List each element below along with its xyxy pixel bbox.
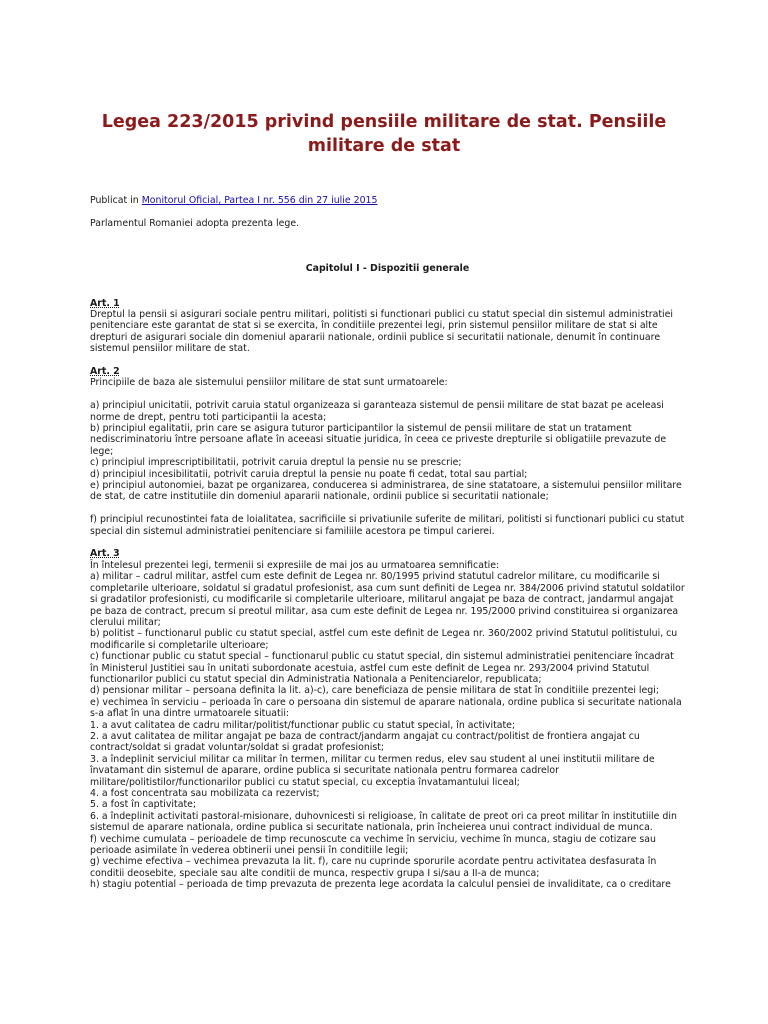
art2-intro: Principiile de baza ale sistemului pensiilor militare de stat sunt urmatoarele: (90, 377, 448, 389)
art3-line: 5. a fost în captivitate; (90, 799, 197, 811)
art3-line: 2. a avut calitatea de militar angajat pe baza de contract/jandarm angajat cu contract/politist de frontiera angajat cu contract/soldat si gradat voluntar/soldat si gradat profesionist; (90, 730, 640, 754)
art3-line: e) vechimea în serviciu – perioada în care o persoana din sistemul de aparare nationala, ordine publica si securitate nationala s-a aflat în una dintre urmatoarele situatii: (90, 696, 682, 720)
art3-heading: Art. 3 (90, 548, 120, 560)
art3-line: f) vechime cumulata – perioadele de timp recunoscute ca vechime în serviciu, vechime în munca, stagiu de cotizare sau perioade asimilate în vederea obtinerii unei pensii în conditiile legii; (90, 833, 656, 857)
art2-item-f: f) principiul recunostintei fata de loialitatea, sacrificiile si privatiunile suferite de militari, politisti si functionari publici cu statut special din sistemul administratiei penitenciare si familiile acestora pe timpul carierei. (90, 514, 685, 537)
published-prefix: Publicat in (90, 195, 142, 206)
art3-line: a) militar – cadrul militar, astfel cum este definit de Legea nr. 80/1995 privind statutul cadrelor militare, cu modificarile si completarile ulterioare, soldatul si gradatul profesionist, asa cum sunt definiti de Legea nr. 384/2006 privind statutul soldatilor si gradatilor profesionisti, cu modificarile si completarile ulterioare, militarul angajat pe baza de contract, jandarmul angajat pe baza de contract, precum si preotul militar, asa cum este definit de Legea nr. 195/2000 privind constituirea si organizarea clerului militar; (90, 571, 685, 628)
art2-item-a: a) principiul unicitatii, potrivit caruia statul organizeaza si garanteaza sistemul de pensii militare de stat bazat pe aceleasi norme de drept, pentru toti participantii la acesta; (90, 400, 664, 423)
art2-item-b: b) principiul egalitatii, prin care se asigura tuturor participantilor la sistemul de pensii militare de stat un tratament nediscriminatoriu între persoane aflate în aceeasi situatie juridica, în ceea ce priveste drepturile si obligatiile prevazute de lege; (90, 423, 667, 457)
published-line (90, 195, 685, 206)
document-body (90, 195, 685, 891)
art2-item-c: c) principiul imprescriptibilitatii, potrivit caruia dreptul la pensie nu se prescrie; (90, 457, 462, 469)
art3-line: 4. a fost concentrata sau mobilizata ca rezervist; (90, 788, 320, 800)
monitorul-oficial-link[interactable]: Monitorul Oficial, Partea I nr. 556 din 27 iulie 2015 (141, 195, 378, 206)
art1-heading: Art. 1 (90, 297, 120, 309)
art3-line: c) functionar public cu statut special – functionarul public cu statut special, din sistemul administratiei penitenciare încadrat în Ministerul Justitiei sau în unitati subordonate acestuia, astfel cum este definit de Legea nr. 293/2004 privind Statutul functionarilor publici cu statut special din Administratia Nationala a Penitenciarelor, republicata; (90, 651, 674, 685)
art3-line: g) vechime efectiva – vechimea prevazuta la lit. f), care nu cuprinde sporurile acordate pentru activitatea desfasurata în conditii deosebite, speciale sau alte conditii de munca, respectiv grupa I si/sau a II-a de munca; (90, 856, 657, 879)
parliament-line: Parlamentul Romaniei adopta prezenta lege. (90, 217, 300, 229)
art1-text: Dreptul la pensii si asigurari sociale pentru militari, politisti si functionari publici cu statut special din sistemul administratiei penitenciare este garantat de stat si se exercita, în conditiile prezentei legi, prin sistemul pensiilor militare de stat si alte drepturi de asigurari sociale din domeniul apararii nationale, ordinii publice si securitatii nationale, denumit în continuare sistemul pensiilor militare de stat. (90, 309, 674, 355)
art2-item-d: d) principiul incesibilitatii, potrivit caruia dreptul la pensie nu poate fi cedat, total sau partial; (90, 468, 528, 480)
art3-line: b) politist – functionarul public cu statut special, astfel cum este definit de Legea nr. 360/2002 privind Statutul politistului, cu modificarile si completarile ulterioare; (90, 628, 678, 651)
art2-item-e: e) principiul autonomiei, bazat pe organizarea, conducerea si administrarea, de sine statatoare, a sistemului pensiilor militare de stat, de catre institutiile din domeniul apararii nationale, ordinii publice si securitatii nationale; (90, 480, 682, 503)
art3-line: 6. a îndeplinit activitati pastoral-misionare, duhovnicesti si religioase, în calitate de preot ori ca preot militar în institutiile din sistemul de aparare nationala, ordine publica si securitate nationala, prin încheierea unui contract individual de munca. (90, 810, 677, 834)
art3-line: În întelesul prezentei legi, termenii si expresiile de mai jos au urmatoarea semnificatie: (90, 559, 500, 571)
art3-line: 3. a îndeplinit serviciul militar ca militar în termen, militar cu termen redus, elev sau student al unei institutii militare de învatamant din sistemul de aparare, ordine publica si securitate nationala pentru formarea cadrelor militare/politistilor/functionarilor publici cu statut special, cu exceptia învatamantului liceal; (90, 753, 655, 788)
page-title: Legea 223/2015 privind pensiile militare de stat. Pensiile militare de stat (101, 112, 667, 156)
chapter-heading: Capitolul I - Dispozitii generale (305, 263, 470, 275)
art3-line: h) stagiu potential – perioada de timp prevazuta de prezenta lege acordata la calculul pensiei de invaliditate, ca o creditare (90, 879, 671, 891)
art2-heading: Art. 2 (90, 366, 120, 378)
art3-line: 1. a avut calitatea de cadru militar/politist/functionar public cu statut special, în activitate; (90, 719, 516, 731)
art3-line: d) pensionar militar – persoana definita la lit. a)-c), care beneficiaza de pensie militara de stat în conditiile prezentei legi; (90, 685, 660, 697)
